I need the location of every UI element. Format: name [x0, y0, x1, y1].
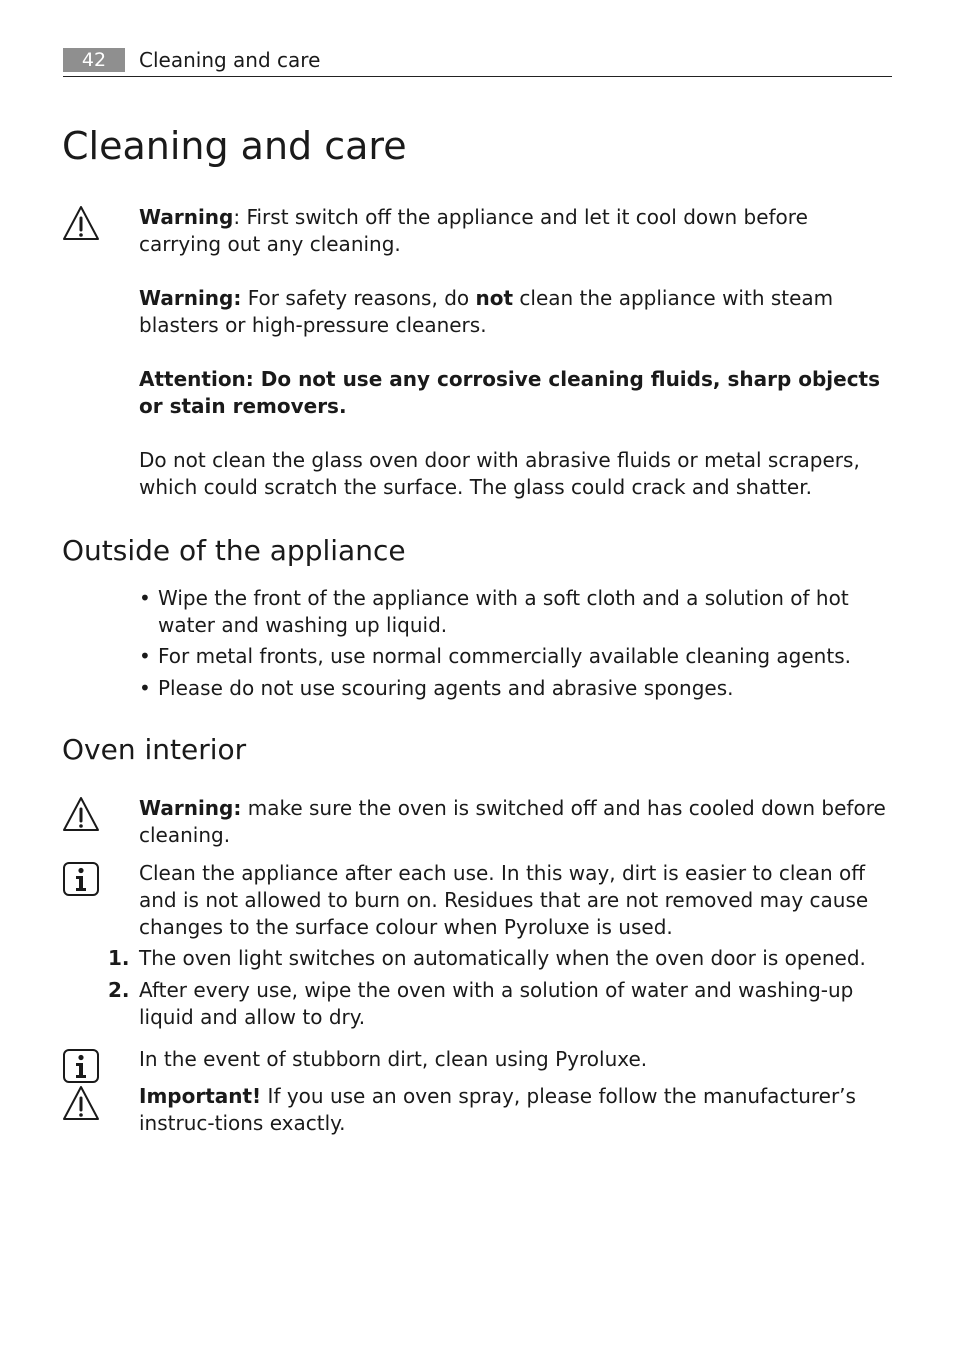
- warning-label: Warning: [139, 205, 234, 229]
- warning-triangle-icon: [62, 1085, 100, 1121]
- warning-first-switch-off: [139, 204, 889, 258]
- list-item: [108, 977, 889, 1031]
- page-title: Cleaning and care: [62, 124, 407, 168]
- info-icon: [62, 861, 100, 897]
- bullet-dot: •: [139, 586, 151, 610]
- info-icon: [62, 1048, 100, 1084]
- page-header: [63, 46, 892, 77]
- warning-triangle-icon: [62, 796, 100, 832]
- step-text: After every use, wipe the oven with a solution of water and washing-up liquid and allow to dry.: [139, 978, 854, 1029]
- bullet-dot: •: [139, 644, 151, 668]
- section-heading-interior: Oven interior: [62, 733, 247, 766]
- attention-corrosive: [139, 366, 889, 420]
- list-item: [139, 643, 889, 670]
- header-section-title: Cleaning and care: [139, 48, 321, 72]
- important-label: Important!: [139, 1084, 262, 1108]
- bullet-text: Please do not use scouring agents and abrasive sponges.: [158, 676, 734, 700]
- attention-text: Attention: Do not use any corrosive cleaning fluids, sharp objects or stain removers.: [139, 367, 881, 418]
- list-item: [139, 675, 889, 702]
- warning-text: make sure the oven is switched off and has cooled down before cleaning.: [139, 796, 886, 847]
- warning-text: : First switch off the appliance and let it cool down before carrying out any cleaning.: [139, 205, 808, 256]
- step-number: 1.: [108, 946, 130, 970]
- warning-label: Warning:: [139, 796, 242, 820]
- step-number: 2.: [108, 978, 130, 1002]
- warning-text-after: clean the appliance with steam blasters or high-pressure cleaners.: [139, 286, 834, 337]
- info-clean-after-use: Clean the appliance after each use. In this way, dirt is easier to clean off and is not allowed to burn on. Residues that are not removed may cause changes to the surface colour when Pyroluxe is used.: [139, 861, 869, 939]
- section-heading-outside: Outside of the appliance: [62, 534, 406, 567]
- warning-text-before: For safety reasons, do: [241, 286, 476, 310]
- important-oven-spray: [139, 1083, 889, 1137]
- warning-steam-blasters: [139, 285, 889, 339]
- bullet-dot: •: [139, 676, 151, 700]
- warning-switched-off: [139, 795, 889, 849]
- list-item: [108, 945, 889, 972]
- warning-label: Warning:: [139, 286, 242, 310]
- glass-door-note: Do not clean the glass oven door with abrasive fluids or metal scrapers, which could scratch the surface. The glass could crack and shatter.: [139, 448, 860, 499]
- step-text: The oven light switches on automatically when the oven door is opened.: [139, 946, 866, 970]
- info-stubborn-dirt: In the event of stubborn dirt, clean using Pyroluxe.: [139, 1047, 648, 1071]
- warning-triangle-icon: [62, 205, 100, 241]
- list-item: [139, 585, 889, 639]
- bullet-text: Wipe the front of the appliance with a soft cloth and a solution of hot water and washing up liquid.: [158, 586, 849, 637]
- bullet-text: For metal fronts, use normal commercially available cleaning agents.: [158, 644, 851, 668]
- warning-emphasis: not: [475, 286, 514, 310]
- important-text: If you use an oven spray, please follow the manufacturer’s instruc-tions exactly.: [139, 1084, 856, 1135]
- page-number: 42: [63, 48, 125, 72]
